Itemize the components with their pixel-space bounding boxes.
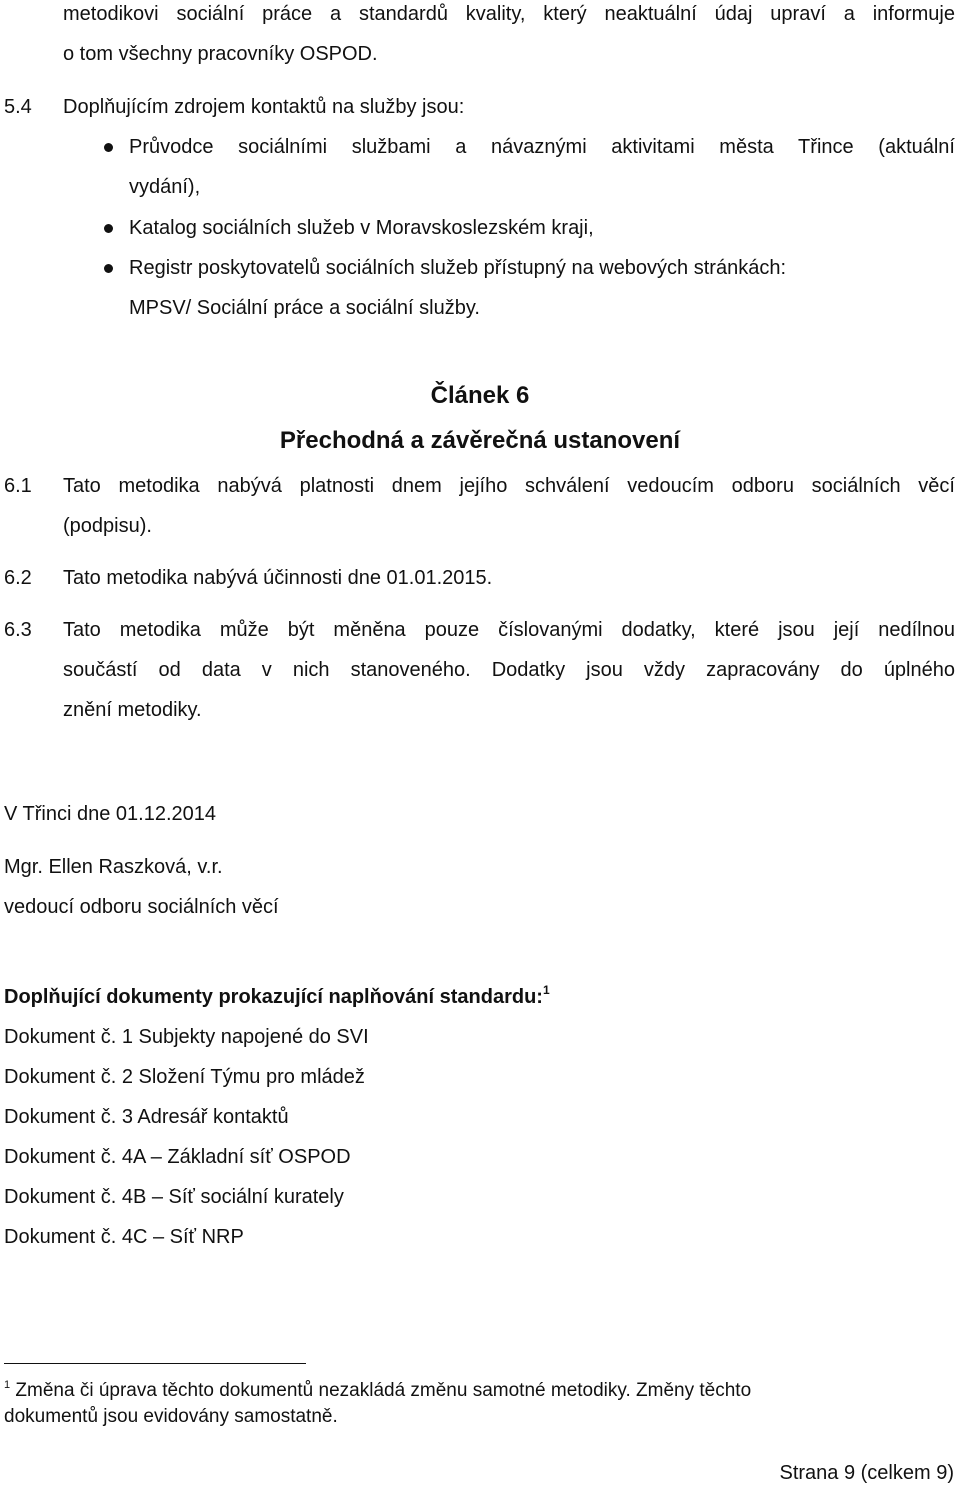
document-item: Dokument č. 4B – Síť sociální kurately	[4, 1186, 344, 1208]
article-subtitle: Přechodná a závěrečná ustanovení	[279, 427, 681, 454]
clause-text: znění metodiky.	[63, 699, 202, 721]
clause-number: 6.3	[4, 619, 32, 641]
clause-text: Tato metodika nabývá účinnosti dne 01.01.2015.	[63, 567, 493, 589]
document-item: Dokument č. 4C – Síť NRP	[4, 1226, 244, 1248]
footnote-line: dokumentů jsou evidovány samostatně.	[4, 1406, 338, 1427]
clause-number: 6.2	[4, 567, 32, 589]
section-intro: Doplňujícím zdrojem kontaktů na služby jsou:	[63, 96, 465, 118]
clause-number: 6.1	[4, 475, 32, 497]
supplementary-heading	[4, 985, 550, 1009]
paragraph-line: o tom všechny pracovníky OSPOD.	[63, 43, 378, 65]
footnote-reference[interactable]: 1	[542, 983, 550, 997]
list-item: Katalog sociálních služeb v Moravskoslezském kraji,	[129, 217, 594, 239]
footnote-separator	[4, 1363, 306, 1364]
article-title: Článek 6	[430, 382, 530, 409]
list-item: Průvodce sociálními službami a návaznými aktivitami města Třince (aktuální	[129, 136, 955, 158]
list-item-continuation: MPSV/ Sociální práce a sociální služby.	[129, 297, 480, 319]
footnote-text: Změna či úprava těchto dokumentů nezakládá změnu samotné metodiky. Změny těchto	[15, 1380, 752, 1401]
bullet-icon	[104, 143, 113, 152]
document-item: Dokument č. 3 Adresář kontaktů	[4, 1106, 289, 1128]
paragraph-line: metodikovi sociální práce a standardů kvality, který neaktuální údaj upraví a informuje	[63, 3, 955, 25]
footnote-line	[4, 1378, 751, 1404]
bullet-icon	[104, 224, 113, 233]
list-item-continuation: vydání),	[129, 176, 201, 198]
list-item: Registr poskytovatelů sociálních služeb přístupný na webových stránkách:	[129, 257, 787, 279]
clause-text: součástí od data v nich stanoveného. Dodatky jsou vždy zapracovány do úplného	[63, 659, 955, 681]
place-date: V Třinci dne 01.12.2014	[4, 803, 217, 825]
clause-text: Tato metodika může být měněna pouze číslovanými dodatky, které jsou její nedílnou	[63, 619, 955, 641]
bullet-icon	[104, 264, 113, 273]
document-item: Dokument č. 2 Složení Týmu pro mládež	[4, 1066, 365, 1088]
signatory-role: vedoucí odboru sociálních věcí	[4, 896, 279, 918]
supplementary-heading-text: Doplňující dokumenty prokazující naplňování standardu:	[4, 986, 543, 1008]
section-number: 5.4	[4, 96, 32, 118]
footnote-mark: 1	[4, 1379, 11, 1391]
page-number: Strana 9 (celkem 9)	[779, 1462, 954, 1484]
signatory-name: Mgr. Ellen Raszková, v.r.	[4, 856, 223, 878]
document-item: Dokument č. 1 Subjekty napojené do SVI	[4, 1026, 369, 1048]
clause-text: (podpisu).	[63, 515, 152, 537]
clause-text: Tato metodika nabývá platnosti dnem jejího schválení vedoucím odboru sociálních věcí	[63, 475, 955, 497]
document-item: Dokument č. 4A – Základní síť OSPOD	[4, 1146, 351, 1168]
